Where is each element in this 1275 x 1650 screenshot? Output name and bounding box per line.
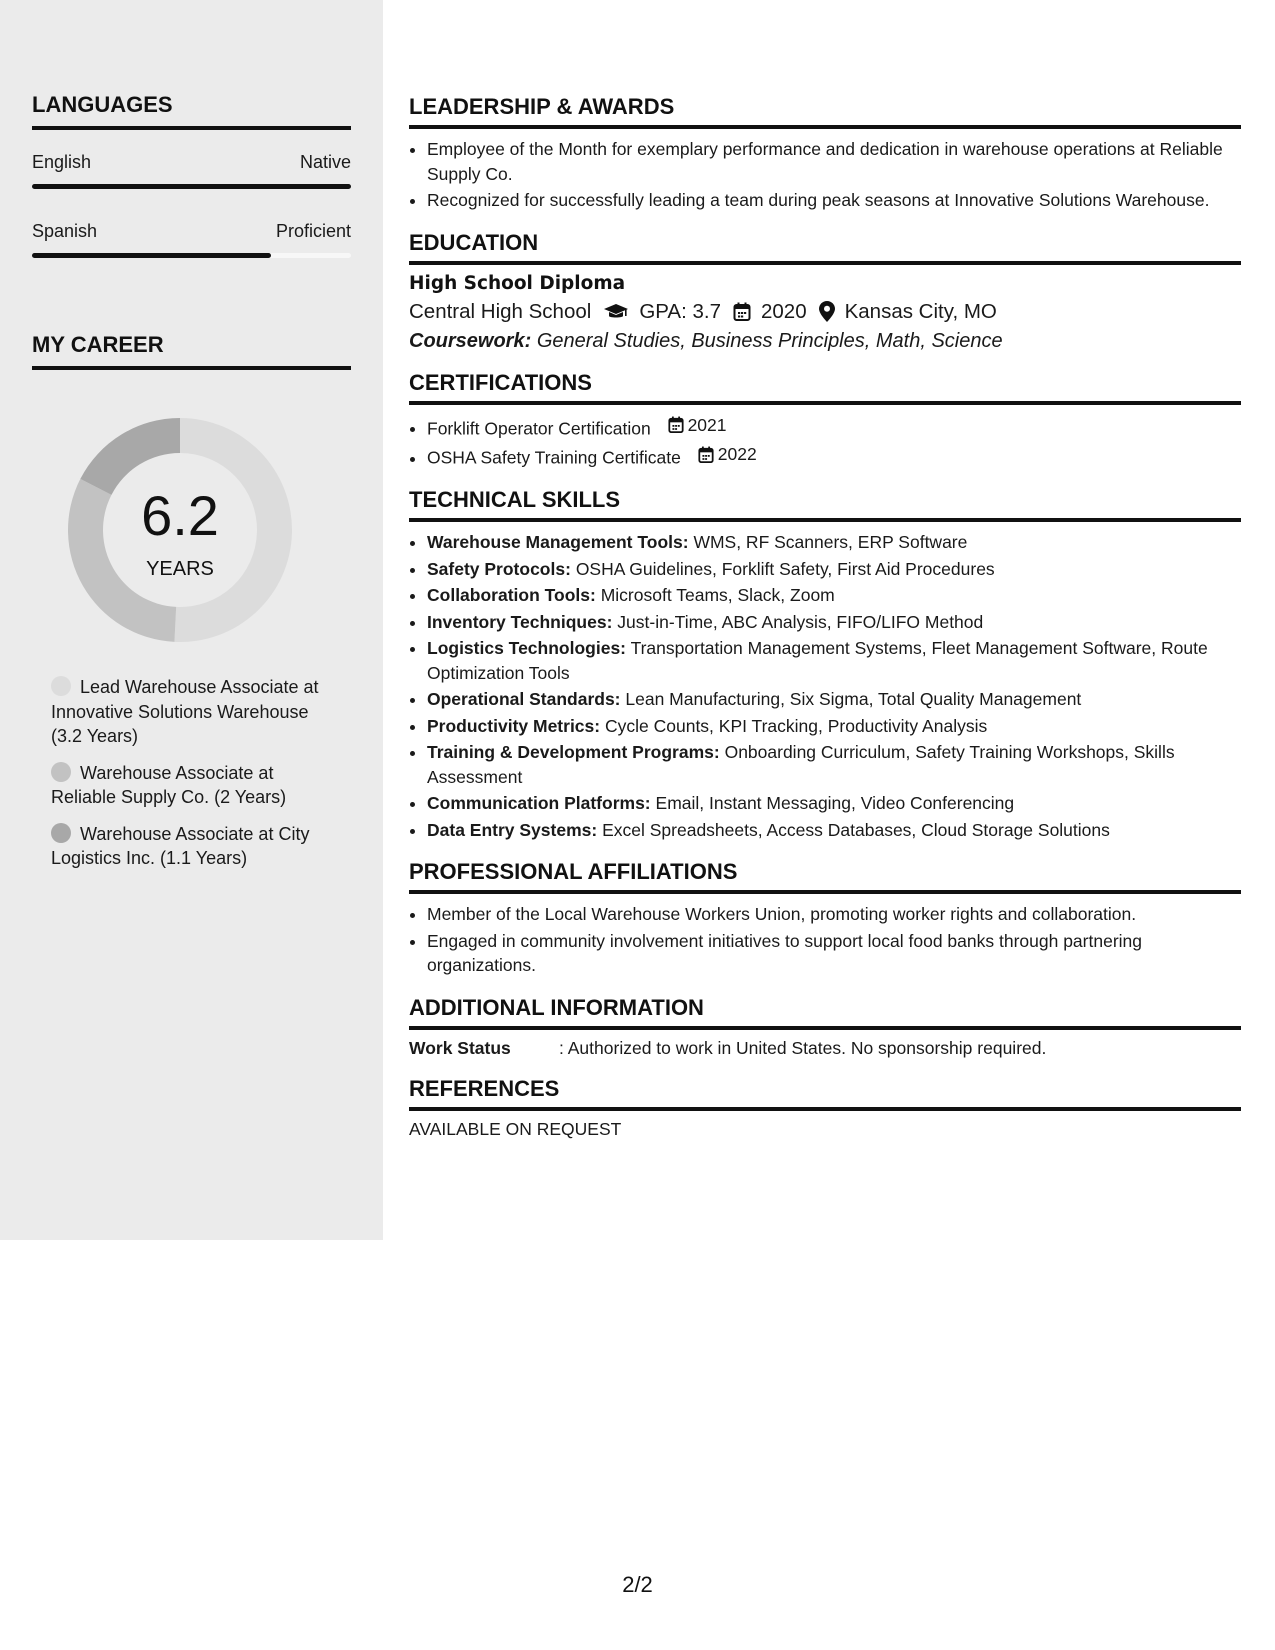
- work-status-label: Work Status: [409, 1037, 511, 1058]
- skill-label: Training & Development Programs:: [427, 742, 720, 762]
- career-legend-text: Warehouse Associate at Reliable Supply Co. (2 Years): [51, 762, 287, 807]
- education-details: [409, 300, 1241, 324]
- education-school: Central High School: [409, 299, 592, 323]
- education-coursework: [409, 330, 1241, 353]
- affiliations-section: [409, 859, 1241, 978]
- skill-label: Logistics Technologies:: [427, 638, 627, 658]
- list-item: [427, 791, 1241, 816]
- certification-date: [668, 413, 727, 438]
- skill-value: Lean Manufacturing, Six Sigma, Total Quality Management: [625, 689, 1082, 709]
- skill-value: Excel Spreadsheets, Access Databases, Cloud Storage Solutions: [602, 819, 1110, 840]
- section-title: LEADERSHIP & AWARDS: [409, 94, 1241, 129]
- list-item: [427, 557, 1241, 582]
- sidebar: [0, 0, 383, 1240]
- page-number: 2/2: [622, 1572, 653, 1597]
- calendar-icon: [698, 446, 714, 464]
- language-name: English: [32, 152, 92, 172]
- affiliations-list: [409, 902, 1241, 978]
- language-row-spanish: [32, 221, 351, 242]
- career-legend: [51, 675, 341, 883]
- skills-section: [409, 487, 1241, 842]
- section-title: TECHNICAL SKILLS: [409, 487, 1241, 522]
- skill-value: Email, Instant Messaging, Video Conferencing: [655, 793, 1015, 813]
- career-legend-item: [51, 675, 341, 749]
- coursework-value: General Studies, Business Principles, Math, Science: [536, 329, 1003, 352]
- work-status-row: [409, 1038, 1241, 1059]
- education-location: Kansas City, MO: [844, 299, 997, 323]
- skills-list: [409, 530, 1241, 842]
- career-legend-item: [51, 822, 341, 871]
- skill-value: Just-in-Time, ABC Analysis, FIFO/LIFO Method: [617, 611, 984, 632]
- skill-label: Communication Platforms:: [427, 793, 651, 813]
- language-bar-fill: [32, 253, 271, 258]
- language-level: Proficient: [275, 221, 351, 241]
- certification-year: 2022: [717, 444, 757, 465]
- skill-label: Safety Protocols:: [427, 558, 571, 579]
- career-legend-text: Lead Warehouse Associate at Innovative Solutions Warehouse (3.2 Years): [51, 677, 319, 746]
- education-year: 2020: [761, 299, 807, 323]
- references-section: [409, 1076, 1241, 1140]
- list-item: [427, 714, 1241, 739]
- skill-label: Operational Standards:: [427, 689, 621, 709]
- list-item: [427, 687, 1241, 712]
- career-legend-text: Warehouse Associate at City Logistics Inc. (1.1 Years): [51, 823, 310, 868]
- section-title: EDUCATION: [409, 230, 1241, 265]
- education-degree: High School Diploma: [409, 272, 626, 294]
- legend-dot: [51, 823, 71, 843]
- skill-value: Transportation Management Systems, Fleet Management Software, Route Optimization Tools: [427, 638, 1208, 683]
- list-item: [427, 413, 1241, 441]
- career-total-years: 6.2: [141, 484, 219, 547]
- section-title: CERTIFICATIONS: [409, 370, 1241, 405]
- skill-value: WMS, RF Scanners, ERP Software: [693, 532, 968, 552]
- language-row-english: [32, 152, 351, 173]
- list-item: [427, 530, 1241, 555]
- leadership-list: [409, 137, 1241, 213]
- list-item: [427, 740, 1241, 789]
- coursework-label: Coursework:: [409, 329, 532, 352]
- education-gpa: GPA: 3.7: [639, 299, 721, 323]
- main-column: [409, 94, 1241, 1157]
- career-heading: MY CAREER: [32, 332, 351, 370]
- list-item: [427, 583, 1241, 608]
- section-title: PROFESSIONAL AFFILIATIONS: [409, 859, 1241, 894]
- skill-label: Data Entry Systems:: [427, 819, 598, 840]
- list-item: [427, 636, 1241, 685]
- list-item: • Member of the Local Warehouse Workers Union, promoting worker rights and collaboration.: [427, 902, 1241, 927]
- language-bar-fill: [32, 184, 351, 189]
- map-pin-icon: [819, 301, 835, 322]
- skill-label: Inventory Techniques:: [427, 611, 613, 632]
- section-title: REFERENCES: [409, 1076, 1241, 1111]
- skill-value: Cycle Counts, KPI Tracking, Productivity Analysis: [604, 715, 988, 736]
- references-text: AVAILABLE ON REQUEST: [409, 1118, 622, 1139]
- certifications-list: [409, 413, 1241, 471]
- calendar-icon: [733, 302, 751, 322]
- list-item: [427, 442, 1241, 470]
- additional-info-section: [409, 995, 1241, 1059]
- career-years-unit: YEARS: [146, 558, 214, 580]
- certification-year: 2021: [687, 414, 727, 435]
- language-level: Native: [299, 152, 351, 172]
- skill-label: Warehouse Management Tools:: [427, 532, 689, 552]
- education-section: [409, 230, 1241, 353]
- career-donut-chart: [60, 410, 300, 650]
- career-legend-item: [51, 761, 341, 810]
- leadership-section: [409, 94, 1241, 213]
- list-item: • Employee of the Month for exemplary performance and dedication in warehouse operations at Reliable Supply Co.: [427, 137, 1241, 186]
- calendar-icon: [668, 416, 684, 434]
- skill-label: Productivity Metrics:: [427, 715, 601, 736]
- list-item: • Engaged in community involvement initiatives to support local food banks through partnering organizations.: [427, 929, 1241, 978]
- certification-date: [698, 442, 757, 467]
- certification-name: Forklift Operator Certification: [427, 417, 651, 438]
- list-item: [427, 818, 1241, 843]
- legend-dot: [51, 762, 71, 782]
- language-name: Spanish: [32, 221, 98, 241]
- language-bar-spanish: [32, 253, 351, 258]
- list-item: [427, 610, 1241, 635]
- certifications-section: [409, 370, 1241, 471]
- section-title: ADDITIONAL INFORMATION: [409, 995, 1241, 1030]
- graduation-cap-icon: [603, 303, 629, 321]
- languages-heading: LANGUAGES: [32, 92, 351, 130]
- skill-value: Microsoft Teams, Slack, Zoom: [600, 585, 835, 605]
- list-item: • Recognized for successfully leading a team during peak seasons at Innovative Solutions Warehouse.: [427, 188, 1241, 213]
- certification-name: OSHA Safety Training Certificate: [427, 447, 681, 468]
- legend-dot: [51, 676, 71, 696]
- skill-label: Collaboration Tools:: [427, 585, 596, 605]
- skill-value: OSHA Guidelines, Forklift Safety, First Aid Procedures: [575, 558, 995, 579]
- skill-value: Onboarding Curriculum, Safety Training Workshops, Skills Assessment: [427, 742, 1175, 787]
- work-status-value: : Authorized to work in United States. No sponsorship required.: [559, 1037, 1047, 1058]
- language-bar-english: [32, 184, 351, 189]
